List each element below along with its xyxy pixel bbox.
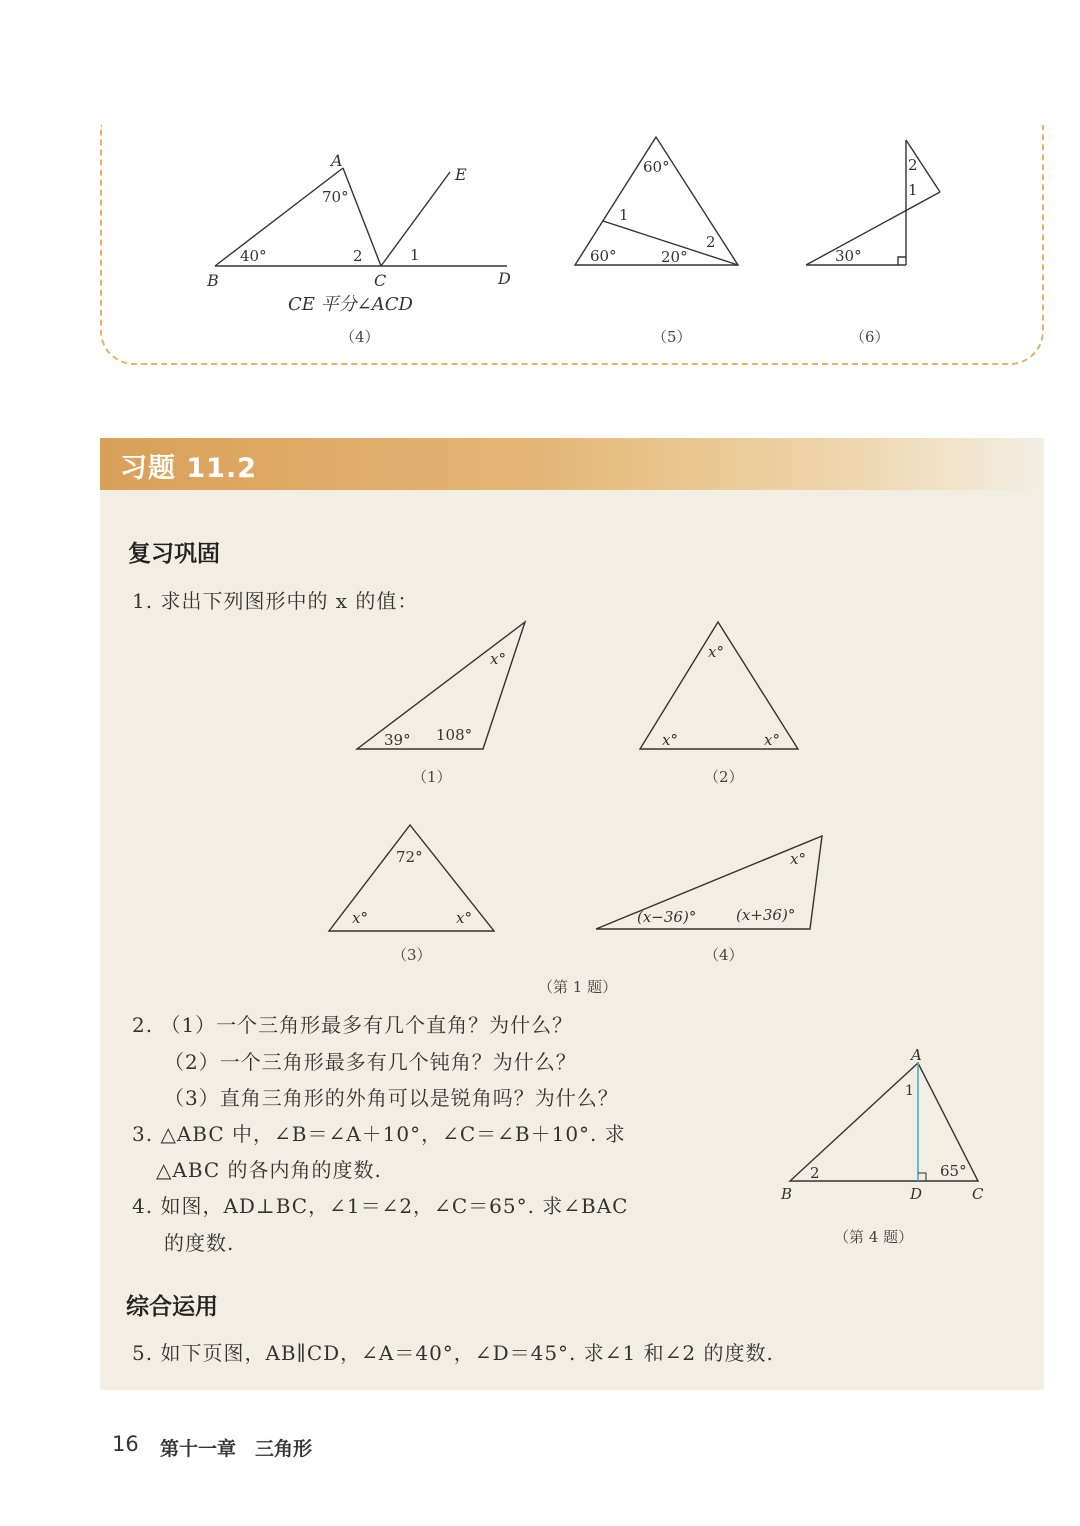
figure-5-caption: （5）	[652, 328, 692, 346]
svg-text:72°: 72°	[396, 848, 423, 866]
question-2-part-3: （3）直角三角形的外角可以是锐角吗？为什么？	[164, 1086, 619, 1110]
svg-text:2: 2	[353, 247, 363, 265]
svg-text:20°: 20°	[661, 248, 688, 266]
svg-text:B: B	[207, 271, 219, 290]
q1-figure-3-caption: （3）	[392, 946, 432, 964]
question-2-part-1: 2. （1）一个三角形最多有几个直角？为什么？	[132, 1013, 574, 1037]
svg-text:60°: 60°	[643, 158, 670, 176]
svg-text:2: 2	[810, 1164, 820, 1182]
svg-text:70°: 70°	[322, 188, 349, 206]
svg-text:1: 1	[908, 181, 918, 199]
q1-figure-3	[323, 818, 503, 938]
svg-text:A: A	[911, 1046, 922, 1064]
svg-text:1: 1	[619, 206, 629, 224]
figure-4-note: CE 平分∠ACD	[288, 294, 413, 315]
svg-text:D: D	[498, 269, 511, 288]
svg-text:x°: x°	[708, 643, 724, 661]
q1-figure-2-caption: （2）	[704, 768, 744, 786]
svg-text:(x+36)°: (x+36)°	[736, 906, 796, 924]
svg-text:1: 1	[410, 246, 420, 264]
figure-4	[200, 148, 530, 348]
figure-6	[800, 135, 950, 275]
svg-text:60°: 60°	[590, 247, 617, 265]
exercise-panel	[100, 438, 1044, 1390]
q4-figure	[775, 1042, 995, 1207]
question-4-line-2: 的度数.	[164, 1231, 235, 1255]
q1-caption: （第 1 题）	[538, 978, 618, 996]
question-4-line-1: 4. 如图，AD⊥BC，∠1＝∠2，∠C＝65°. 求∠BAC	[132, 1194, 629, 1218]
svg-text:x°: x°	[764, 731, 780, 749]
svg-text:39°: 39°	[384, 731, 411, 749]
chapter-title: 第十一章 三角形	[160, 1438, 313, 1460]
q1-figure-1	[350, 615, 535, 755]
svg-text:x°: x°	[490, 650, 506, 668]
exercise-title: 习题 11.2	[120, 453, 258, 484]
question-3-line-2: △ABC 的各内角的度数.	[156, 1158, 382, 1182]
question-3-line-1: 3. △ABC 中，∠B＝∠A＋10°，∠C＝∠B＋10°. 求	[132, 1122, 626, 1146]
figure-4-caption: （4）	[340, 328, 380, 346]
svg-text:x°: x°	[662, 731, 678, 749]
svg-text:108°: 108°	[436, 726, 473, 744]
svg-text:C: C	[972, 1185, 984, 1203]
question-2-part-2: （2）一个三角形最多有几个钝角？为什么？	[164, 1050, 577, 1074]
question-1: 1. 求出下列图形中的 x 的值：	[132, 589, 419, 613]
svg-text:x°: x°	[456, 909, 472, 927]
section-review-title: 复习巩固	[128, 541, 220, 567]
q1-figure-1-caption: （1）	[412, 768, 452, 786]
q4-caption: （第 4 题）	[834, 1228, 914, 1246]
section-application-title: 综合运用	[126, 1294, 218, 1320]
svg-text:B: B	[781, 1185, 793, 1203]
q1-figure-4-caption: （4）	[704, 946, 744, 964]
svg-text:1: 1	[905, 1083, 914, 1099]
svg-text:x°: x°	[352, 909, 368, 927]
svg-text:30°: 30°	[835, 247, 862, 265]
svg-text:E: E	[455, 165, 467, 184]
svg-text:65°: 65°	[940, 1162, 967, 1180]
q1-figure-2	[635, 615, 805, 755]
svg-text:C: C	[374, 271, 387, 290]
svg-text:(x−36)°: (x−36)°	[637, 908, 697, 926]
svg-text:40°: 40°	[240, 247, 267, 265]
figure-5	[565, 130, 750, 275]
svg-text:D: D	[910, 1185, 923, 1203]
svg-text:A: A	[331, 151, 343, 170]
question-5: 5. 如下页图，AB∥CD，∠A＝40°，∠D＝45°. 求∠1 和∠2 的度数.	[132, 1341, 774, 1365]
exercise-header	[100, 438, 1044, 490]
figure-6-caption: （6）	[850, 328, 890, 346]
q1-figure-4	[590, 828, 830, 938]
page-number: 16	[112, 1432, 139, 1456]
svg-text:2: 2	[908, 156, 918, 174]
svg-text:x°: x°	[790, 850, 806, 868]
svg-text:2: 2	[706, 233, 716, 251]
